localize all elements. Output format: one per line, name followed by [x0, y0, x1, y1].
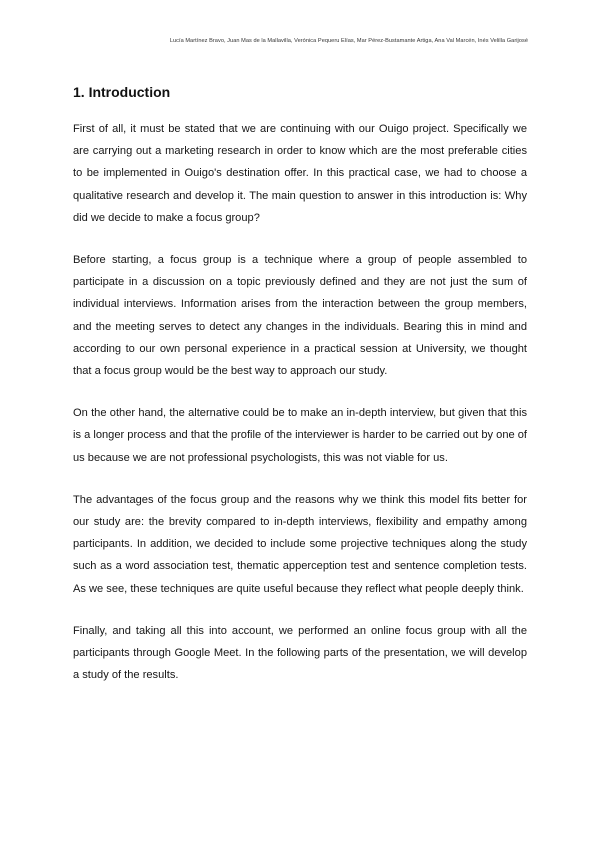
paragraph-conclusion: Finally, and taking all this into account, we performed an online focus group with all the participants through Google Meet. In the following parts of the presentation, we will develop a study of the results.	[73, 624, 527, 682]
section-title: 1. Introduction	[73, 84, 171, 100]
running-header-authors: Lucía Martínez Bravo, Juan Mas de la Mallavilla, Verónica Pequeru Elías, Mar Pérez-Bustamante Artiga, Ana Val Marcén, Inés Velilla Garijosé	[169, 38, 528, 44]
paragraph-advantages: The advantages of the focus group and the reasons why we think this model fits better for our study are: the brevity compared to in-depth interviews, flexibility and empathy among participants. In addition, we decided to include some projective techniques along the study such as a word association test, thematic apperception test and sentence completion tests. As we see, these techniques are quite useful because they reflect what people deeply think.	[73, 493, 527, 595]
body-text	[73, 118, 527, 706]
paragraph-focus-group-definition: Before starting, a focus group is a technique where a group of people assembled to participate in a discussion on a topic previously defined and they are not just the sum of individual interviews. Information arises from the interaction between the group members, and the meeting serves to detect any changes in the individuals. Bearing this in mind and according to our own personal experience in a practical session at University, we thought that a focus group would be the best way to approach our study.	[73, 254, 527, 378]
paragraph-intro: First of all, it must be stated that we are continuing with our Ouigo project. Specifically we are carrying out a marketing research in order to know which are the most preferable cities to be implemented in Ouigo's destination offer. In this practical case, we had to choose a qualitative research and develop it. The main question to answer in this introduction is: Why did we decide to make a focus group?	[73, 123, 527, 224]
paragraph-alternative: On the other hand, the alternative could be to make an in-depth interview, but given that this is a longer process and that the profile of the interviewer is harder to be carried out by one of us because we are not professional psychologists, this was not viable for us.	[73, 407, 527, 464]
